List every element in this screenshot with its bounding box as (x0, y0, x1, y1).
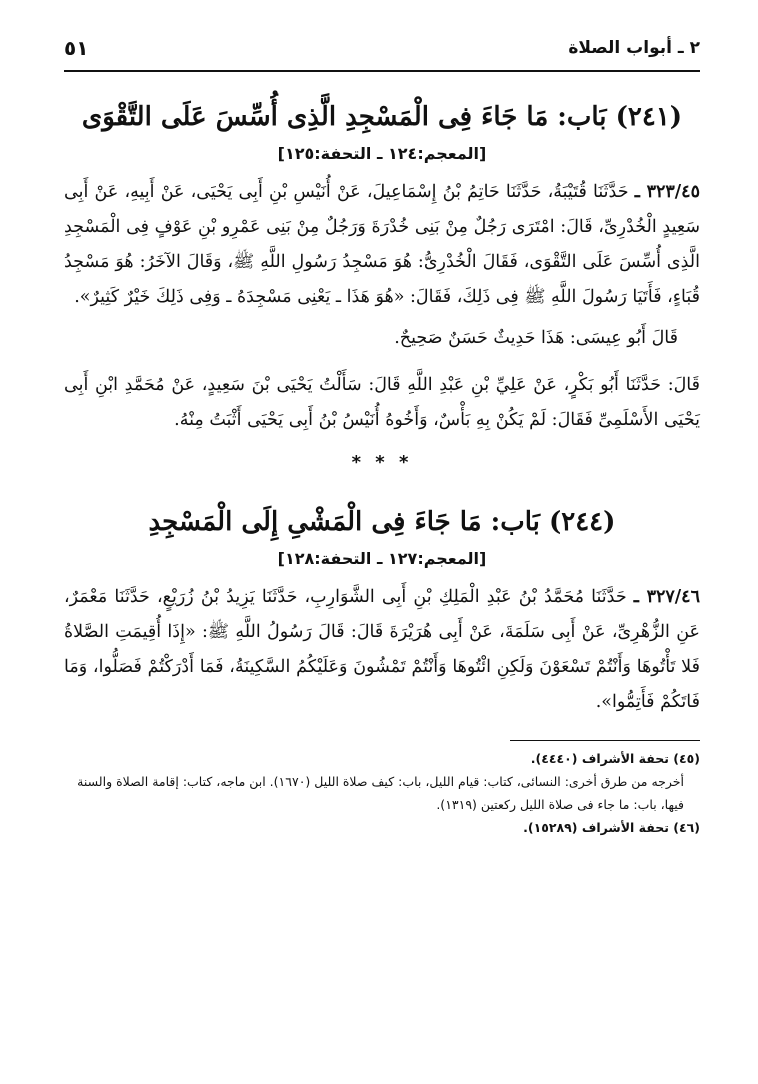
hadith-paragraph (64, 580, 700, 720)
section-241 (64, 102, 700, 438)
section-reference: [المعجم:١٢٧ ـ التحفة:١٢٨] (277, 549, 487, 568)
footnote-46: (٤٦) تحفة الأشراف (١٥٢٨٩). (523, 820, 700, 835)
hadith-text: حَدَّثَنَا قُتَيْبَةُ، حَدَّثَنَا حَاتِمُ بْنُ إِسْمَاعِيلَ، عَنْ أُنَيْسِ بْنِ أَبِى يَحْيَى، عَنْ أَبِيهِ، عَنْ أَبِى سَعِيدٍ الْخُدْرِىِّ، قَالَ: امْتَرَى رَجُلٌ مِنْ بَنِى خُدْرَةَ وَرَجُلٌ مِنْ بَنِى عَمْرِو بْنِ عَوْفٍ فِى الْمَسْجِدِ الَّذِى أُسِّسَ عَلَى التَّقْوَى، فَقَالَ الْخُدْرِىُّ: هُوَ مَسْجِدُ رَسُولِ اللَّهِ ﷺ، وَقَالَ الآخَرُ: هُوَ مَسْجِدُ قُبَاءٍ، فَأَتَيَا رَسُولَ اللَّهِ ﷺ فِى ذَلِكَ، فَقَالَ: «هُوَ هَذَا ـ يَعْنِى مَسْجِدَهُ ـ وَفِى ذَلِكَ خَيْرٌ كَثِيرٌ». (64, 182, 700, 307)
footnote-divider (510, 740, 700, 741)
chapter-title: ٢ ـ أبواب الصلاة (568, 38, 700, 58)
footnotes (64, 747, 700, 839)
narrator-note: قَالَ: حَدَّثَنَا أَبُو بَكْرٍ، عَنْ عَلِيِّ بْنِ عَبْدِ اللَّهِ قَالَ: سَأَلْتُ يَحْيَى بْنَ سَعِيدٍ، عَنْ مُحَمَّدِ ابْنِ أَبِى يَحْيَى الأَسْلَمِىِّ فَقَالَ: لَمْ يَكُنْ بِهِ بَأْسٌ، وَأَخُوهُ أُنَيْسُ بْنُ أَبِى يَحْيَى أَثْبَتُ مِنْهُ. (64, 375, 700, 430)
footnote-45: (٤٥) تحفة الأشراف (٤٤٤٠). (530, 751, 700, 766)
grading-text: قَالَ أَبُو عِيسَى: هَذَا حَدِيثٌ حَسَنٌ صَحِيحٌ. (394, 328, 678, 348)
section-reference: [المعجم:١٢٤ ـ التحفة:١٢٥] (277, 144, 487, 163)
book-page (64, 30, 700, 1060)
section-separator: * * * (351, 452, 413, 473)
section-244 (64, 507, 700, 720)
page-number: ٥١ (64, 36, 89, 60)
hadith-text: حَدَّثَنَا مُحَمَّدُ بْنُ عَبْدِ الْمَلِكِ بْنِ أَبِى الشَّوَارِبِ، حَدَّثَنَا يَزِيدُ بْنُ زُرَيْعٍ، حَدَّثَنَا مَعْمَرٌ، عَنِ الزُّهْرِىِّ، عَنْ أَبِى سَلَمَةَ، عَنْ أَبِى هُرَيْرَةَ قَالَ: قَالَ رَسُولُ اللَّهِ ﷺ: «إِذَا أُقِيمَتِ الصَّلاةُ فَلا تَأْتُوهَا وَأَنْتُمْ تَسْعَوْنَ وَلَكِنِ ائْتُوهَا وَأَنْتُمْ تَمْشُونَ وَعَلَيْكُمُ السَّكِينَةُ، فَمَا أَدْرَكْتُمْ فَصَلُّوا، وَمَا فَاتَكُمْ فَأَتِمُّوا». (64, 587, 700, 712)
section-title: (٢٤٤) بَاب: مَا جَاءَ فِى الْمَشْىِ إِلَى الْمَسْجِدِ (148, 507, 616, 537)
hadith-number: ٣٢٧/٤٦ ـ (633, 587, 700, 607)
page-header (64, 30, 700, 72)
footnote-45-detail: أخرجه من طرق أخرى: النسائى، كتاب: قيام الليل، باب: كيف صلاة الليل (١٦٧٠). ابن ماجه، كتاب: إقامة الصلاة والسنة فيها، باب: ما جاء فى صلاة الليل ركعتين (١٣١٩). (77, 774, 684, 812)
hadith-number: ٣٢٣/٤٥ ـ (634, 182, 700, 202)
section-title: (٢٤١) بَاب: مَا جَاءَ فِى الْمَسْجِدِ الَّذِى أُسِّسَ عَلَى التَّقْوَى (81, 102, 683, 132)
hadith-paragraph (64, 175, 700, 315)
